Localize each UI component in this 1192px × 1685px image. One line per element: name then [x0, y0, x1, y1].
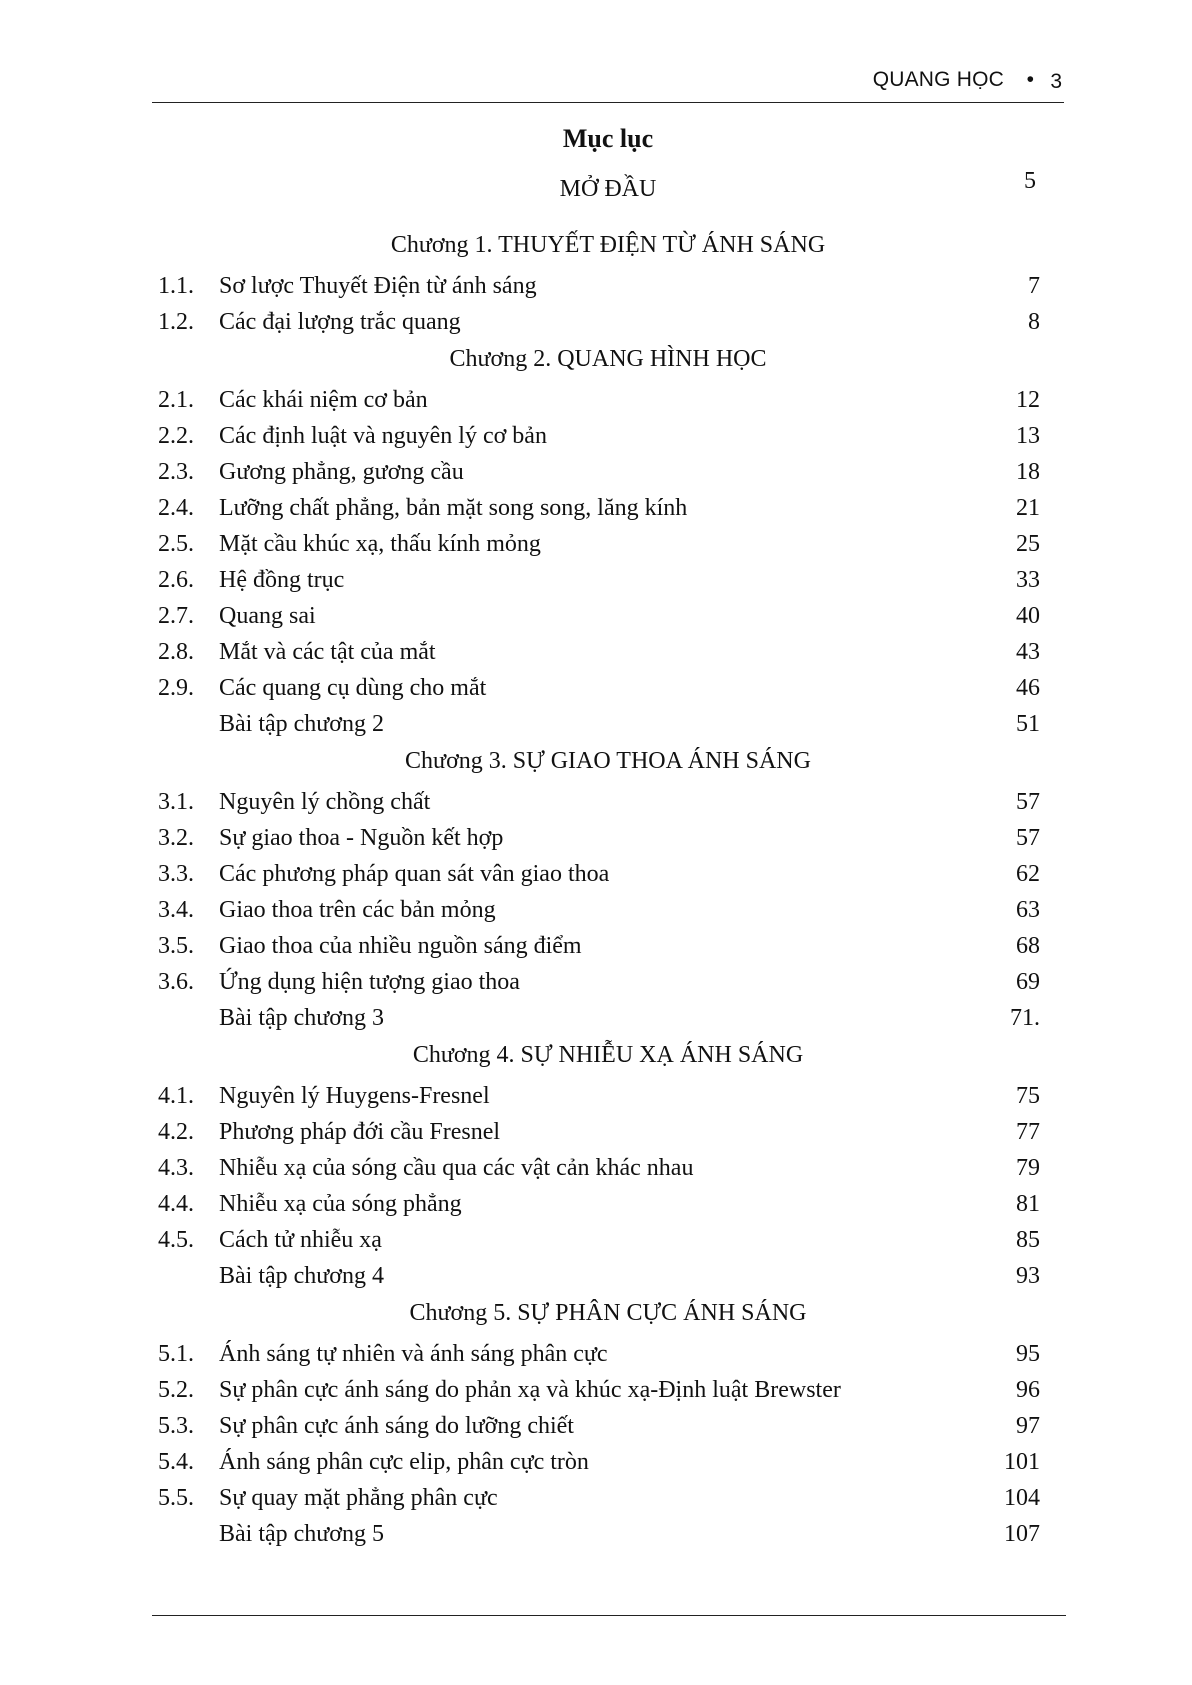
toc-entry-label: Các đại lượng trắc quang [219, 309, 461, 335]
toc-entry[interactable] [152, 490, 1064, 526]
toc-title: Mục lục [562, 124, 654, 153]
toc-entry-number: 2.4. [158, 495, 194, 521]
toc-entry-number: 2.7. [158, 603, 194, 629]
toc-entry[interactable] [152, 1408, 1064, 1444]
toc-entry-page: 12 [1016, 387, 1040, 413]
toc-entry-page: 21 [1016, 495, 1040, 521]
toc-entry-label: Bài tập chương 5 [219, 1521, 384, 1547]
toc-entry-page: 25 [1016, 531, 1040, 557]
toc-entry-label: Gương phẳng, gương cầu [219, 459, 464, 485]
toc-entry-number: 4.3. [158, 1155, 194, 1181]
toc-entry-label: Sơ lược Thuyết Điện từ ánh sáng [219, 273, 537, 299]
toc-entry-page: 57 [1016, 789, 1040, 815]
toc-entry-page: 33 [1016, 567, 1040, 593]
toc-entry-label: Quang sai [219, 603, 316, 629]
toc-entry[interactable] [152, 1078, 1064, 1114]
toc-entry[interactable] [152, 964, 1064, 1000]
toc-entry-page: 104 [1004, 1485, 1040, 1511]
toc-entry-page: 68 [1016, 933, 1040, 959]
toc-entry[interactable] [152, 1186, 1064, 1222]
toc-entry-number: 5.1. [158, 1341, 194, 1367]
toc-entry[interactable] [152, 1150, 1064, 1186]
toc-entry-page: 96 [1016, 1377, 1040, 1403]
toc-entry-label: Các phương pháp quan sát vân giao thoa [219, 861, 610, 887]
toc-entry[interactable] [152, 1444, 1064, 1480]
toc-entry-number: 2.1. [158, 387, 194, 413]
toc-entry-label: Hệ đồng trục [219, 567, 345, 593]
toc-entry-page: 71. [1010, 1005, 1040, 1031]
toc-entry-number: 1.2. [158, 309, 194, 335]
toc-entry-page: 101 [1004, 1449, 1040, 1475]
toc-entry-number: 5.4. [158, 1449, 194, 1475]
toc-entry-label: Bài tập chương 4 [219, 1263, 384, 1289]
toc-entry-number: 5.3. [158, 1413, 194, 1439]
toc-entry-label: Mắt và các tật của mắt [219, 639, 436, 665]
toc-entry-label: Bài tập chương 3 [219, 1005, 384, 1031]
toc-entry-number: 4.2. [158, 1119, 194, 1145]
toc-entry-page: 63 [1016, 897, 1040, 923]
toc-entry-page: 43 [1016, 639, 1040, 665]
toc-entry-page: 51 [1016, 711, 1040, 737]
toc-entry-label: Sự giao thoa - Nguồn kết hợp [219, 825, 504, 851]
toc-entry-label: Mặt cầu khúc xạ, thấu kính mỏng [219, 531, 541, 557]
toc-entry[interactable] [152, 1000, 1064, 1036]
toc-entry[interactable] [152, 1222, 1064, 1258]
book-title: QUANG HỌC [872, 68, 1004, 91]
toc-entry[interactable] [152, 598, 1064, 634]
toc-entry-number: 2.9. [158, 675, 194, 701]
toc-entry-page: 77 [1016, 1119, 1040, 1145]
toc-entry-label: Ứng dụng hiện tượng giao thoa [219, 969, 520, 995]
toc-entry-number: 1.1. [158, 273, 194, 299]
toc-entry-number: 4.4. [158, 1191, 194, 1217]
toc-entry-label: Giao thoa trên các bản mỏng [219, 897, 496, 923]
toc-entry-page: 7 [1028, 273, 1040, 299]
toc-entry-label: Nguyên lý Huygens-Fresnel [219, 1083, 490, 1109]
toc-entry-number: 2.6. [158, 567, 194, 593]
toc-entry[interactable] [152, 382, 1064, 418]
toc-entry-page: 40 [1016, 603, 1040, 629]
toc-entry-page: 93 [1016, 1263, 1040, 1289]
toc-intro-row[interactable] [152, 168, 1064, 210]
toc-entry-number: 3.2. [158, 825, 194, 851]
toc-entry[interactable] [152, 562, 1064, 598]
toc-entry-label: Sự quay mặt phẳng phân cực [219, 1485, 498, 1511]
toc-entry[interactable] [152, 784, 1064, 820]
toc-entry-page: 8 [1028, 309, 1040, 335]
footer-rule [152, 1615, 1066, 1616]
running-header [152, 64, 1064, 103]
toc-entry-number: 5.2. [158, 1377, 194, 1403]
toc-entry-number: 3.6. [158, 969, 194, 995]
toc-entry-label: Các định luật và nguyên lý cơ bản [219, 423, 547, 449]
page-number: 3 [1050, 70, 1062, 93]
toc-entry-label: Nhiễu xạ của sóng phẳng [219, 1191, 462, 1217]
toc-entry[interactable] [152, 268, 1064, 304]
toc-entry-label: Bài tập chương 2 [219, 711, 384, 737]
table-of-contents [152, 226, 1064, 1552]
toc-entry-number: 3.4. [158, 897, 194, 923]
toc-entry[interactable] [152, 526, 1064, 562]
chapter-heading[interactable]: Chương 3. SỰ GIAO THOA ÁNH SÁNG [405, 748, 811, 774]
toc-entry-number: 5.5. [158, 1485, 194, 1511]
toc-entry-label: Cách tử nhiễu xạ [219, 1227, 382, 1253]
toc-entry[interactable] [152, 1114, 1064, 1150]
toc-entry-label: Ánh sáng phân cực elip, phân cực tròn [219, 1449, 589, 1475]
toc-intro-label: MỞ ĐẦU [559, 176, 657, 202]
toc-entry[interactable] [152, 1258, 1064, 1294]
toc-entry-number: 3.3. [158, 861, 194, 887]
chapter-heading[interactable]: Chương 5. SỰ PHÂN CỰC ÁNH SÁNG [409, 1300, 807, 1326]
toc-entry[interactable] [152, 418, 1064, 454]
toc-entry-number: 2.8. [158, 639, 194, 665]
toc-entry[interactable] [152, 304, 1064, 340]
toc-entry-page: 18 [1016, 459, 1040, 485]
bullet-icon: • [1026, 68, 1034, 91]
toc-entry-label: Các khái niệm cơ bản [219, 387, 428, 413]
toc-entry-page: 97 [1016, 1413, 1040, 1439]
toc-entry-label: Nguyên lý chồng chất [219, 789, 431, 815]
toc-entry-label: Ánh sáng tự nhiên và ánh sáng phân cực [219, 1341, 608, 1367]
toc-entry-label: Các quang cụ dùng cho mắt [219, 675, 487, 701]
toc-entry-label: Sự phân cực ánh sáng do lưỡng chiết [219, 1413, 574, 1439]
toc-entry-page: 69 [1016, 969, 1040, 995]
toc-entry-page: 13 [1016, 423, 1040, 449]
toc-entry-page: 57 [1016, 825, 1040, 851]
chapter-heading[interactable]: Chương 4. SỰ NHIỄU XẠ ÁNH SÁNG [412, 1042, 804, 1068]
toc-entry[interactable] [152, 670, 1064, 706]
toc-entry[interactable] [152, 706, 1064, 742]
toc-entry-page: 81 [1016, 1191, 1040, 1217]
toc-entry-page: 46 [1016, 675, 1040, 701]
toc-entry-label: Phương pháp đới cầu Fresnel [219, 1119, 501, 1145]
chapter-heading[interactable]: Chương 1. THUYẾT ĐIỆN TỪ ÁNH SÁNG [390, 232, 826, 258]
toc-entry[interactable] [152, 1372, 1064, 1408]
toc-entry-number: 3.1. [158, 789, 194, 815]
toc-entry-number: 3.5. [158, 933, 194, 959]
toc-entry-label: Lưỡng chất phẳng, bản mặt song song, lăng kính [219, 495, 688, 521]
toc-entry[interactable] [152, 892, 1064, 928]
toc-entry[interactable] [152, 1336, 1064, 1372]
toc-entry-label: Nhiễu xạ của sóng cầu qua các vật cản khác nhau [219, 1155, 694, 1181]
toc-entry[interactable] [152, 1480, 1064, 1516]
toc-entry-page: 62 [1016, 861, 1040, 887]
toc-entry[interactable] [152, 820, 1064, 856]
toc-entry[interactable] [152, 454, 1064, 490]
toc-entry-number: 4.1. [158, 1083, 194, 1109]
toc-entry-page: 79 [1016, 1155, 1040, 1181]
toc-entry-number: 4.5. [158, 1227, 194, 1253]
toc-entry[interactable] [152, 1516, 1064, 1552]
toc-intro-page: 5 [1024, 168, 1036, 194]
toc-entry-page: 75 [1016, 1083, 1040, 1109]
toc-entry-label: Giao thoa của nhiều nguồn sáng điểm [219, 933, 582, 959]
toc-entry[interactable] [152, 928, 1064, 964]
toc-entry-number: 2.2. [158, 423, 194, 449]
toc-entry[interactable] [152, 856, 1064, 892]
toc-entry-page: 85 [1016, 1227, 1040, 1253]
toc-entry-page: 107 [1004, 1521, 1040, 1547]
toc-entry[interactable] [152, 634, 1064, 670]
toc-entry-label: Sự phân cực ánh sáng do phản xạ và khúc xạ-Định luật Brewster [219, 1377, 841, 1403]
toc-entry-number: 2.3. [158, 459, 194, 485]
chapter-heading[interactable]: Chương 2. QUANG HÌNH HỌC [449, 346, 767, 372]
toc-entry-number: 2.5. [158, 531, 194, 557]
toc-entry-page: 95 [1016, 1341, 1040, 1367]
